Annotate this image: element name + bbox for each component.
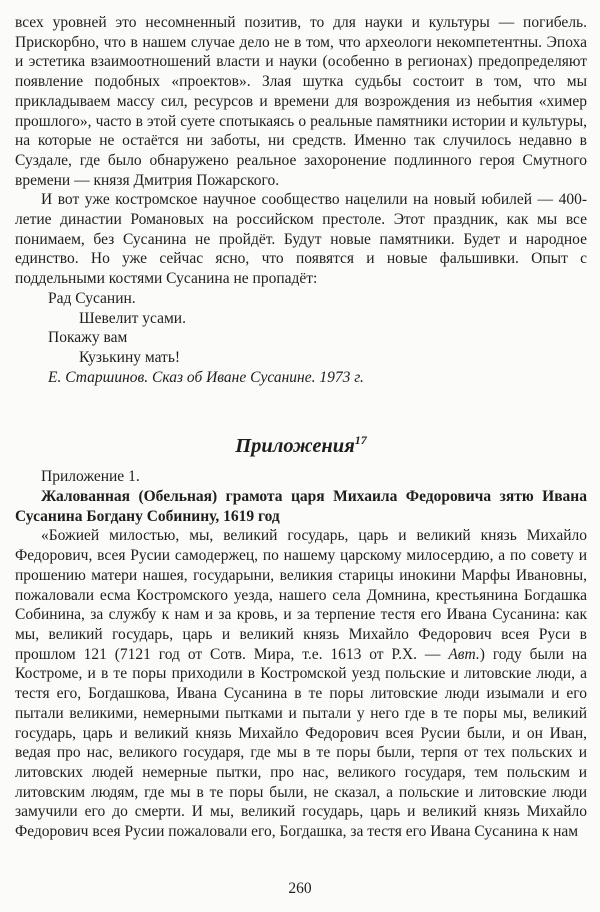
verse-line-2: Шевелит усами. — [79, 309, 186, 327]
appendices-heading-footnote-ref: 17 — [354, 433, 367, 448]
charter-text — [15, 526, 587, 841]
appendices-heading — [15, 434, 587, 458]
verse-line-3: Покажу вам — [48, 329, 128, 347]
verse-line-1: Рад Сусанин. — [48, 289, 136, 307]
charter-title: Жалованная (Обельная) грамота царя Михаила Федоровича зятю Ивана Сусанина Богдану Собинину, 1619 год — [15, 488, 587, 525]
page-number: 260 — [288, 880, 312, 898]
verse-attribution: Е. Старшинов. Сказ об Иване Сусанине. 1973 г. — [48, 368, 364, 386]
charter-text-before-note: «Божией милостью, мы, великий государь, царь и великий князь Михайло Федорович, всея Русии самодержец, по нашему царскому милосердию, а по совету и прошению матери нашея, государыни, великия старицы инокини Марфы Ивановны, пожаловали есма Костромского уезда, нашего села Домнина, крестьянина Богдашка Собинина, за службу к нам и за кровь, и за терпение тестя его Ивана Сусанина: как мы, великий государь, царь и великий князь Михайло Федорович всея Руси в прошлом 121 (7121 год от Сотв. Мира, т.е. 1613 от Р.Х. — — [15, 527, 587, 663]
charter-text-after-note: ) году были на Костроме, и в те поры приходили в Костромской уезд польские и литовские люди, а тестя его, Богдашкова, Ивана Сусанина в те поры литовские люди изымали и его пытали великими, немерными пытками и пытали у него где в те поры мы, великий государь, царь и великий князь Михайло Федорович всея Русии были, и он Иван, ведая про нас, великого государя, где мы в те поры были, терпя от тех польских и литовских людей немерные пытки, про нас, великого государя, тем польским и литовским людям, где мы в те поры были, не сказал, а польские и литовские люди замучили его до смерти. И мы, великий государь, царь и великий князь Михайло Федорович всея Русии пожаловали его, Богдашка, за тестя его Ивана Сусанина к нам — [15, 645, 587, 841]
paragraph-continuation: всех уровней это несомненный позитив, то для науки и культуры — погибель. Прискорбно, что в нашем случае дело не в том, что археологи некомпетентны. Эпоха и эстетика взаимоотношений власти и науки (особенно в регионах) предопределяют появление подобных «проектов». Злая шутка судьбы состоит в том, что мы прикладываем массу сил, ресурсов и времени для возрождения из небытия «химер прошлого», часто в этой суете спотыкаясь о реальные памятники истории и культуры, на которые не остаётся ни заботы, ни средств. Именно так случилось недавно в Суздале, где было обнаружено реальное захоронение подлинного героя Смутного времени — князя Дмитрия Пожарского. — [15, 14, 587, 189]
appendix-label: Приложение 1. — [41, 468, 140, 486]
verse-block — [15, 289, 587, 388]
appendices-heading-text: Приложения — [235, 435, 355, 458]
verse-line-4: Кузькину мать! — [79, 348, 181, 366]
paragraph-anniversary: И вот уже костромское научное сообщество нацелили на новый юбилей — 400-летие династии Романовых на российском престоле. Этот праздник, как мы все понимаем, без Сусанина не пройдёт. Будут новые памятники. Будет и народное единство. Но уже сейчас ясно, что появятся и новые фальшивки. Опыт с поддельными костями Сусанина не пропадёт: — [15, 191, 587, 288]
charter-author-note: Авт. — [448, 645, 480, 663]
